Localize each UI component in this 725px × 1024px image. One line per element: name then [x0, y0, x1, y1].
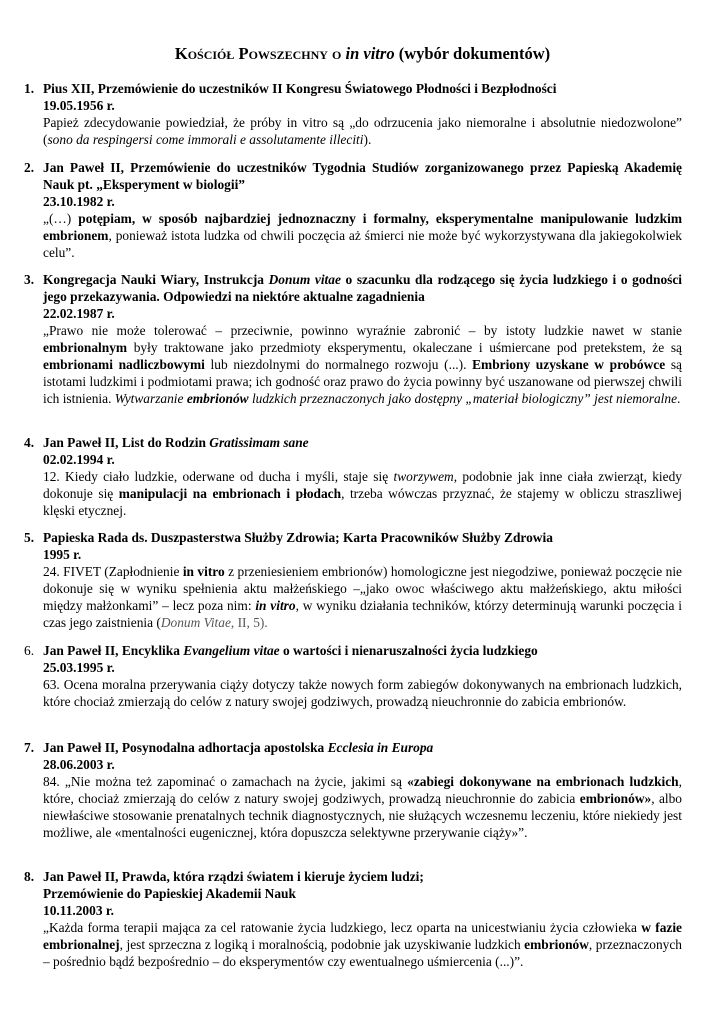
- document-entry-5: [24, 529, 682, 631]
- entry-number: 8.: [24, 869, 35, 884]
- document-entry-4: [24, 434, 682, 519]
- entry-number: 1.: [24, 81, 35, 96]
- entry-heading: Jan Paweł II, Posynodalna adhortacja apostolska Ecclesia in Europa: [43, 740, 434, 755]
- entry-number: 5.: [24, 530, 35, 545]
- entry-heading: Jan Paweł II, Przemówienie do uczestników Tygodnia Studiów zorganizowanego przez Papieską Akademię Nauk pt. „Eksperyment w biologii”: [43, 160, 682, 192]
- title-italic: in vitro: [345, 44, 395, 63]
- entry-date: 19.05.1956 r.: [43, 98, 115, 113]
- document-entry-1: [24, 80, 682, 148]
- document-entry-2: [24, 159, 682, 261]
- entry-text: 12. Kiedy ciało ludzkie, oderwane od ducha i myśli, staje się tworzywem, podobnie jak inne ciała zwierząt, kiedy dokonuje się manipulacji na embrionach i płodach, trzeba wówczas przyznać, że stajemy w obliczu straszliwej klęski etycznej.: [43, 469, 682, 518]
- entry-date: 25.03.1995 r.: [43, 660, 115, 675]
- entry-heading: Jan Paweł II, Encyklika Evangelium vitae o wartości i nienaruszalności życia ludzkiego: [43, 643, 538, 658]
- entry-text: „Każda forma terapii mająca za cel ratowanie życia ludzkiego, lecz oparta na unicestwianiu życia człowieka w fazie embrionalnej, jest sprzeczna z logiką i moralnością, podobnie jak uzyskiwanie ludzkich embrionów, przeznaczonych – pośrednio bądź bezpośrednio – do eksperymentów czy ewentualnego uśmiercenia (...)”.: [43, 920, 683, 969]
- entry-heading: Kongregacja Nauki Wiary, Instrukcja Donum vitae o szacunku dla rodzącego się życia ludzkiego i o godności jego przekazywania. Odpowiedzi na niektóre aktualne zagadnienia: [43, 272, 683, 304]
- entry-date: 1995 r.: [43, 547, 82, 562]
- entry-heading: Pius XII, Przemówienie do uczestników II Kongresu Światowego Płodności i Bezpłodności: [43, 81, 557, 96]
- document-entry-6: [24, 642, 682, 710]
- entry-text: 84. „Nie można też zapominać o zamachach na życie, jakimi są «zabiegi dokonywane na embrionach ludzkich, które, chociaż zmierzają do celów z natury swojej godziwych, prowadzą nieuchronnie do zabicia embrionów», albo niewłaściwe stosowanie prenatalnych technik diagnostycznych, nie służących wczesnemu leczeniu, które niekiedy jest możliwe, ale «mentalności eugenicznej, która dopuszcza selektywne przerywanie ciąży»”.: [43, 774, 683, 840]
- entry-heading: Papieska Rada ds. Duszpasterstwa Służby Zdrowia; Karta Pracowników Służby Zdrowia: [43, 530, 553, 545]
- entry-date: 10.11.2003 r.: [43, 903, 114, 918]
- entry-number: 7.: [24, 740, 35, 755]
- entry-heading: Jan Paweł II, List do Rodzin Gratissimam sane: [43, 435, 309, 450]
- entry-date: 22.02.1987 r.: [43, 306, 115, 321]
- entry-text: 24. FIVET (Zapłodnienie in vitro z przeniesieniem embrionów) homologiczne jest niegodziwe, ponieważ poczęcie nie dokonuje się w wyniku spełnienia aktu małżeńskiego –„jako owoc właściwego aktu małżeńskiego, aktu miłości między małżonkami” – lecz poza nim: in vitro, w wyniku działania techników, którzy determinują warunki poczęcia i czas jego zaistnienia (Donum Vitae, II, 5).: [43, 564, 682, 630]
- entry-number: 4.: [24, 435, 35, 450]
- entry-date: 23.10.1982 r.: [43, 194, 115, 209]
- page-title: [0, 44, 725, 64]
- entry-text: „(…) potępiam, w sposób najbardziej jednoznaczny i formalny, eksperymentalne manipulowanie ludzkim embrionem, ponieważ istota ludzka od chwili poczęcia aż śmierci nie może być wykorzystywana dla jakiegokolwiek celu”.: [43, 211, 682, 260]
- entry-number: 6.: [24, 643, 35, 658]
- entry-heading: Jan Paweł II, Prawda, która rządzi światem i kieruje życiem ludzi;: [43, 869, 424, 884]
- title-main: Kościół Powszechny o: [174, 44, 346, 63]
- entry-number: 3.: [24, 272, 35, 287]
- entry-date: 02.02.1994 r.: [43, 452, 115, 467]
- entry-text: Papież zdecydowanie powiedział, że próby in vitro są „do odrzucenia jako niemoralne i absolutnie niedozwolone” (sono da respingersi come immorali e assolutamente illeciti).: [43, 115, 682, 147]
- entry-text: 63. Ocena moralna przerywania ciąży dotyczy także nowych form zabiegów dokonywanych na embrionach ludzkich, które chociaż zmierzają do celów z natury swojej godziwych, prowadzą nieuchronnie do zabicia embrionów.: [43, 677, 682, 709]
- title-suffix: (wybór dokumentów): [394, 44, 551, 63]
- document-entry-7: [24, 739, 682, 841]
- document-entry-8: [24, 868, 682, 970]
- entry-number: 2.: [24, 160, 35, 175]
- entry-subheading: Przemówienie do Papieskiej Akademii Nauk: [43, 886, 296, 901]
- entry-date: 28.06.2003 r.: [43, 757, 115, 772]
- document-entry-3: [24, 271, 682, 407]
- entry-text: „Prawo nie może tolerować – przeciwnie, powinno wyraźnie zabronić – by istoty ludzkie nawet w stanie embrionalnym były traktowane jako przedmioty eksperymentu, okaleczane i uśmiercane pod pretekstem, że są embrionami nadliczbowymi lub niezdolnymi do normalnego rozwoju (...). Embriony uzyskane w probówce są istotami ludzkimi i podmiotami prawa; ich godność oraz prawo do życia powinny być uszanowane od pierwszej chwili ich istnienia. Wytwarzanie embrionów ludzkich przeznaczonych jako dostępny „materiał biologiczny” jest niemoralne.: [43, 323, 682, 406]
